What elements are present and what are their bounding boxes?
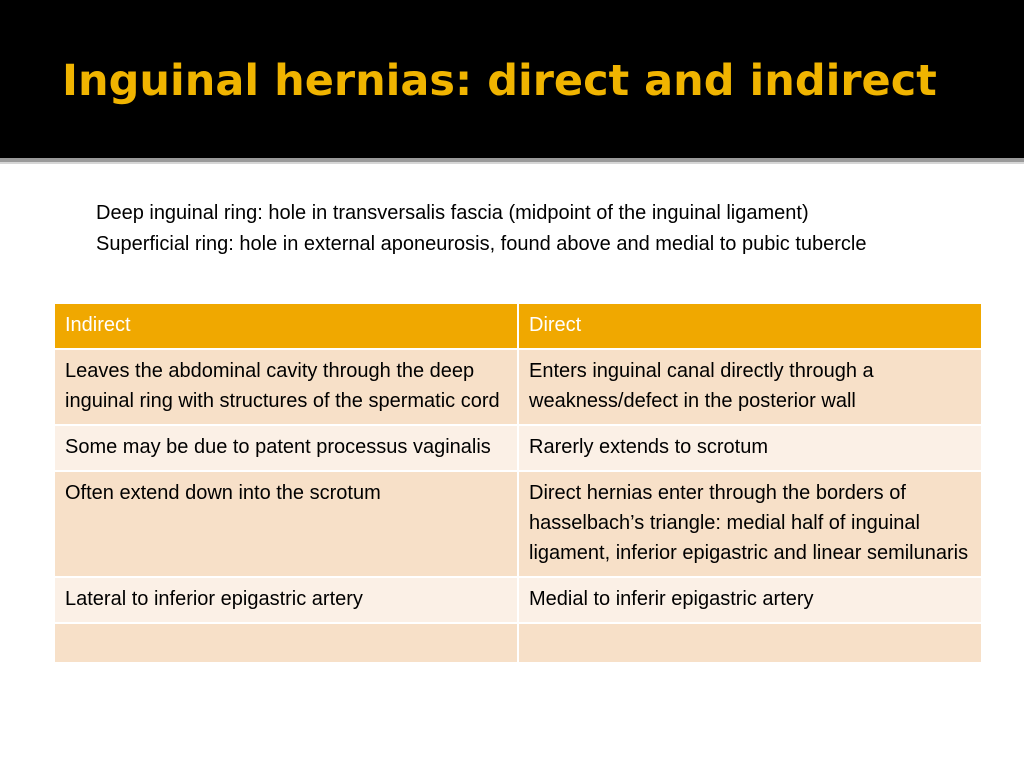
table-cell-direct: Direct hernias enter through the borders of hasselbach’s triangle: medial half of inguinal ligament, inferior epigastric and linear semilunaris <box>518 471 982 577</box>
table-cell-direct: Enters inguinal canal directly through a weakness/defect in the posterior wall <box>518 349 982 425</box>
intro-line-superficial-ring: Superficial ring: hole in external aponeurosis, found above and medial to pubic tubercle <box>96 233 867 255</box>
table-row-empty <box>54 623 982 663</box>
table-cell-direct: Medial to inferir epigastric artery <box>518 577 982 623</box>
comparison-table <box>53 302 983 664</box>
table-cell-indirect: Leaves the abdominal cavity through the deep inguinal ring with structures of the spermatic cord <box>54 349 518 425</box>
header-direct: Direct <box>518 303 982 349</box>
table-cell-indirect: Some may be due to patent processus vaginalis <box>54 425 518 471</box>
table-cell-indirect: Lateral to inferior epigastric artery <box>54 577 518 623</box>
table-row <box>54 577 982 623</box>
table-row <box>54 349 982 425</box>
title-divider-light <box>0 162 1024 164</box>
table-row <box>54 471 982 577</box>
slide-title: Inguinal hernias: direct and indirect <box>62 56 937 106</box>
table-row <box>54 425 982 471</box>
intro-line-deep-ring: Deep inguinal ring: hole in transversalis fascia (midpoint of the inguinal ligament) <box>96 202 809 224</box>
table-cell-direct: Rarerly extends to scrotum <box>518 425 982 471</box>
title-bar <box>0 0 1024 158</box>
intro-text <box>96 198 976 260</box>
table-header-row <box>54 303 982 349</box>
table-cell-indirect: Often extend down into the scrotum <box>54 471 518 577</box>
header-indirect: Indirect <box>54 303 518 349</box>
table-cell-direct <box>518 623 982 663</box>
table-cell-indirect <box>54 623 518 663</box>
